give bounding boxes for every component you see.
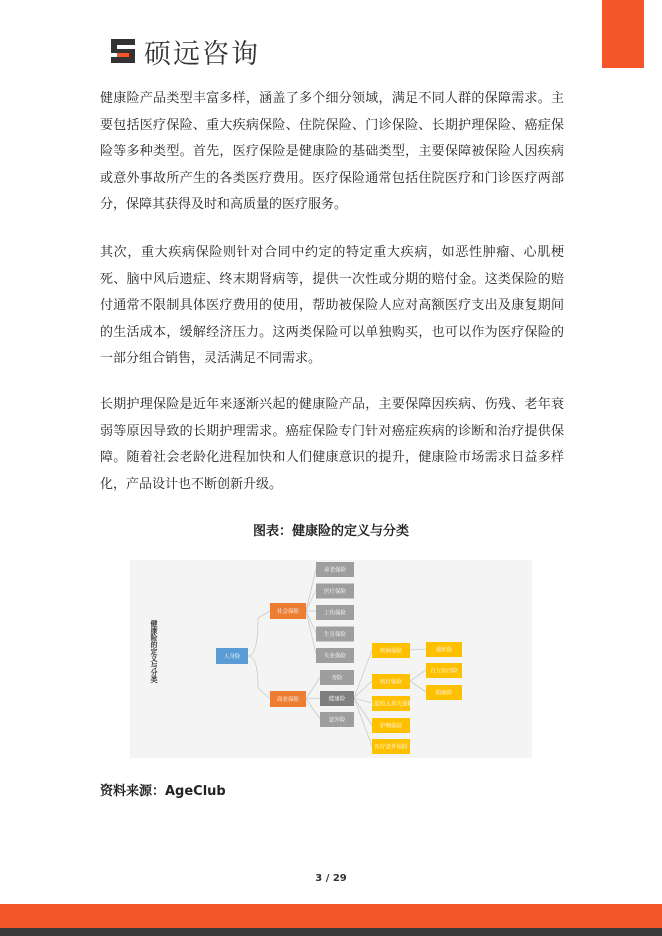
node-social-label: 社会保险 [276, 609, 300, 615]
node-commercial-child-2-label: 意外险 [328, 717, 346, 724]
node-root-label: 人身险 [223, 654, 241, 660]
page-number: 3 / 29 [315, 873, 347, 884]
header-accent-block [602, 0, 644, 68]
node-health-child-0-label: 疾病保险 [379, 648, 403, 655]
brand-s-logo-icon [108, 36, 138, 66]
brand-name: 硕远咨询 [144, 38, 260, 70]
node-health-child-1-label: 医疗保险 [379, 679, 403, 686]
social-children-group [316, 562, 354, 663]
source-note: 资料来源：AgeClub [100, 784, 226, 799]
node-social-child-2-label: 工伤保险 [323, 610, 347, 617]
brand-logo [108, 34, 260, 68]
node-commercial-child-1-label: 健康险 [328, 696, 346, 703]
node-health-child-2-label: 失能收入损失保险 [368, 701, 414, 708]
body-paragraph-2: 其次，重大疾病保险则针对合同中约定的特定重大疾病，如恶性肿瘤、心肌梗死、脑中风后遗症、终末期肾病等，提供一次性或分期的赔付金。这类保险的赔付通常不限制具体医疗费用的使用，帮助被保险人应对高额医疗支出及康复期间的生活成本，缓解经济压力。这两类保险可以单独购买，也可以作为医疗保险的一部分组合销售，灵活满足不同需求。 [100, 245, 564, 366]
node-medical-child-1-label: 防癌险 [435, 690, 453, 697]
commercial-children-group [320, 670, 354, 727]
footer-dark-bar [0, 928, 662, 936]
node-commercial-child-0-label: 寿险 [331, 675, 343, 682]
figure-title: 图表：健康险的定义与分类 [252, 524, 409, 539]
node-health-child-4-label: 医疗意外保险 [374, 744, 408, 751]
body-paragraph-3: 长期护理保险是近年来逐渐兴起的健康险产品，主要保障因疾病、伤残、老年衰弱等原因导致的长期护理需求。癌症保险专门针对癌症疾病的诊断和治疗提供保障。随着社会老龄化进程加快和人们健康意识的提升，健康险市场需求日益多样化，产品设计也不断创新升级。 [100, 397, 564, 492]
node-disease-child-0-label: 重疾险 [435, 647, 453, 654]
diagram-side-label: 健康险的定义与分类 [150, 620, 158, 683]
node-social-child-1-label: 医疗保险 [323, 589, 347, 595]
node-commercial-label: 商业保险 [276, 697, 300, 703]
classification-diagram [130, 560, 532, 758]
node-health-child-3-label: 护理保险 [379, 723, 403, 730]
diagram-canvas [130, 560, 532, 758]
body-paragraph-1: 健康险产品类型丰富多样，涵盖了多个细分领域，满足不同人群的保障需求。主要包括医疗保险、重大疾病保险、住院保险、门诊保险、长期护理保险、癌症保险等多种类型。首先，医疗保险是健康险的基础类型，主要保障被保险人因疾病或意外事故所产生的各类医疗费用。医疗保险通常包括住院医疗和门诊医疗两部分，保障其获得及时和高质量的医疗服务。 [100, 91, 564, 212]
leaf-children-group [426, 642, 462, 700]
node-social-child-3-label: 生育保险 [323, 632, 347, 638]
health-children-group [369, 643, 414, 754]
node-social-child-0-label: 养老保险 [323, 567, 347, 574]
footer-accent-bar [0, 904, 662, 928]
node-medical-child-0-label: 百万医疗险 [430, 668, 458, 675]
node-social-child-4-label: 失业保险 [323, 653, 347, 660]
